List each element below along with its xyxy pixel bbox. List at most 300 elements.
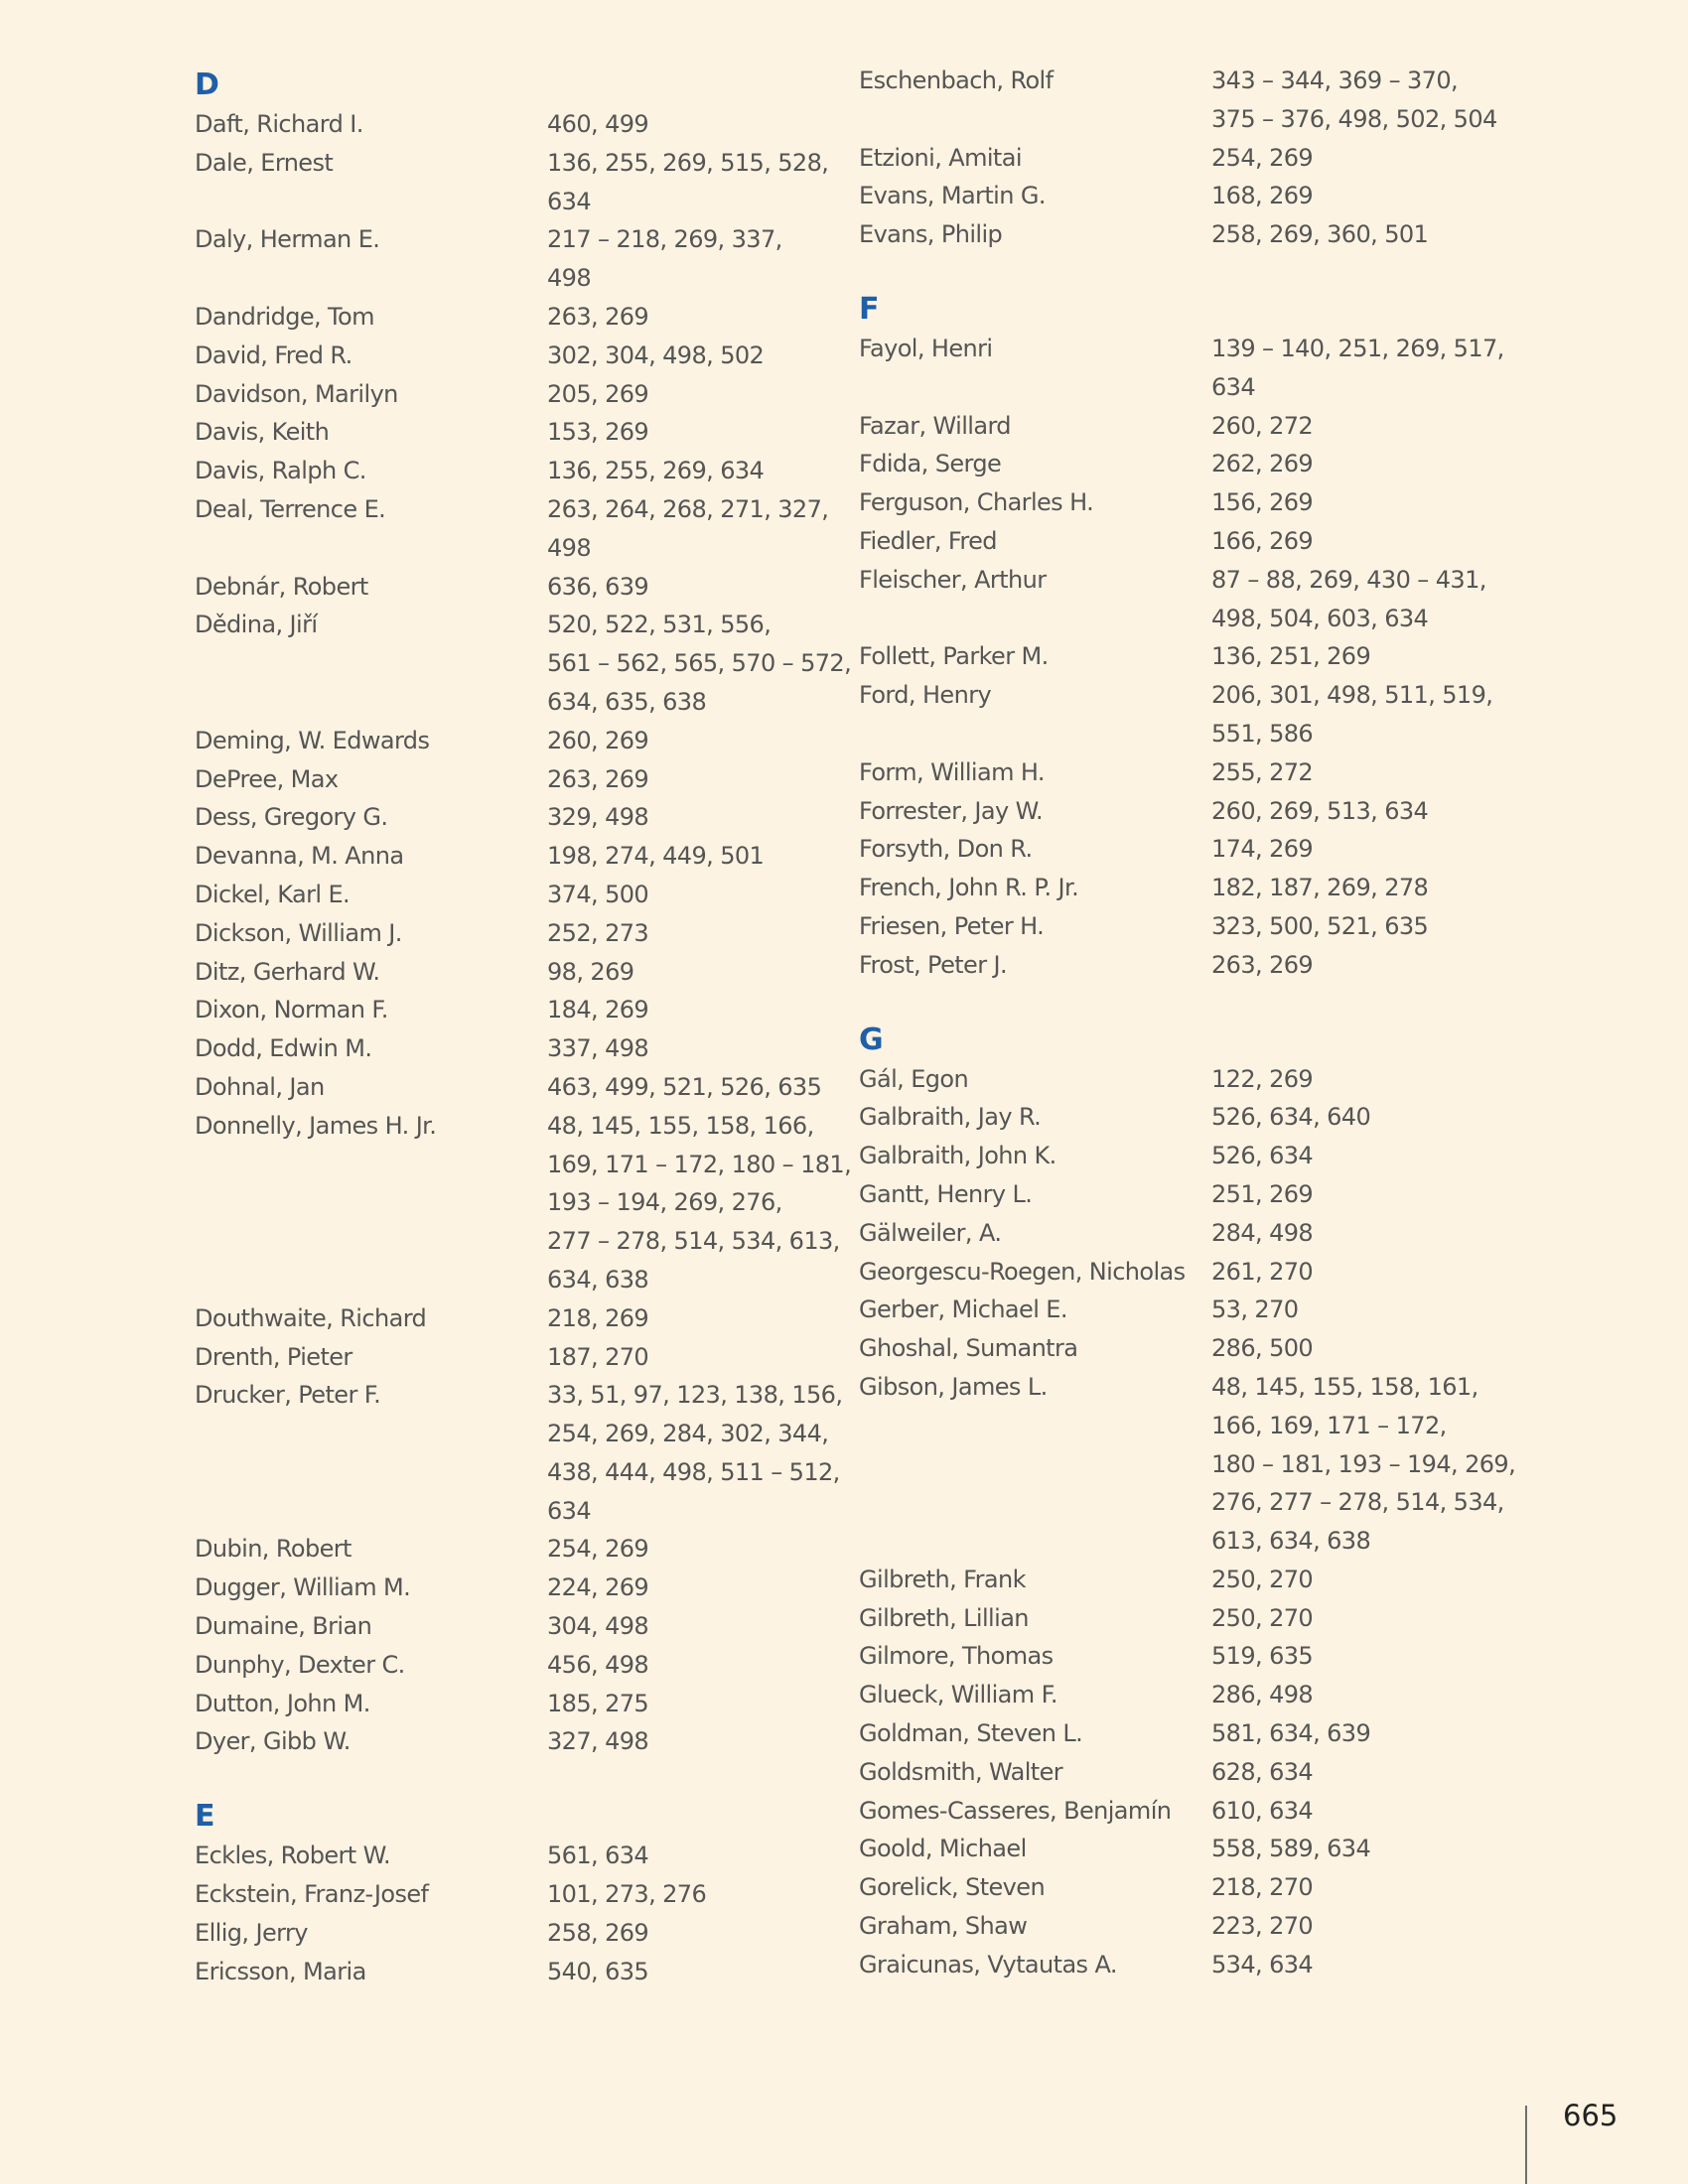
page-reference-line: 101, 273, 276 xyxy=(547,1880,707,1909)
page-reference-line: 263, 269 xyxy=(547,302,649,331)
page-reference-line: 136, 251, 269 xyxy=(1211,642,1371,671)
entry-name: Eckles, Robert W. xyxy=(195,1842,391,1870)
index-entry xyxy=(195,1338,850,1377)
page-reference-line: 168, 269 xyxy=(1211,182,1314,210)
entry-pages xyxy=(1211,753,1509,792)
page-reference-line: 184, 269 xyxy=(547,996,649,1024)
index-entry xyxy=(859,753,1514,792)
page-reference-line: 139 – 140, 251, 269, 517, xyxy=(1211,334,1504,362)
entry-name: Daft, Richard I. xyxy=(195,110,363,138)
page-reference-line: 198, 274, 449, 501 xyxy=(547,842,765,871)
entry-name: Ericsson, Maria xyxy=(195,1957,366,1985)
entry-pages xyxy=(1211,62,1509,139)
index-entry xyxy=(859,522,1514,561)
entry-pages xyxy=(1211,139,1509,178)
index-entry xyxy=(859,1561,1514,1599)
entry-pages xyxy=(1211,1946,1509,1984)
entry-pages xyxy=(1211,1291,1509,1329)
index-entry xyxy=(859,1098,1514,1137)
entry-pages xyxy=(1211,1329,1509,1368)
entry-name: Ferguson, Charles H. xyxy=(859,488,1094,517)
index-entry xyxy=(195,914,850,953)
page-reference-line: 327, 498 xyxy=(547,1727,649,1756)
entry-name: Gorelick, Steven xyxy=(859,1873,1046,1902)
page-reference-line: 463, 499, 521, 526, 635 xyxy=(547,1072,822,1101)
entry-pages xyxy=(547,1607,845,1646)
entry-name: Dale, Ernest xyxy=(195,148,334,177)
entry-pages xyxy=(1211,1907,1509,1946)
index-entry xyxy=(859,907,1514,946)
index-entry xyxy=(195,1376,850,1530)
entry-name: Gilbreth, Lillian xyxy=(859,1603,1029,1632)
index-entry xyxy=(859,869,1514,907)
entry-name: Follett, Parker M. xyxy=(859,642,1049,671)
page-reference-line: 540, 635 xyxy=(547,1957,649,1985)
entry-pages xyxy=(547,1530,845,1569)
entry-name: Dutton, John M. xyxy=(195,1689,370,1717)
index-entry xyxy=(859,62,1514,139)
entry-name: Fleischer, Arthur xyxy=(859,565,1047,594)
entry-name: Fayol, Henri xyxy=(859,334,993,362)
entry-pages xyxy=(1211,830,1509,869)
index-entry xyxy=(859,1907,1514,1946)
entry-pages xyxy=(1211,1137,1509,1175)
page-number: 665 xyxy=(1563,2099,1618,2132)
index-entry xyxy=(859,1753,1514,1792)
entry-pages xyxy=(1211,1214,1509,1253)
page-reference-line: 286, 500 xyxy=(1211,1334,1314,1363)
entry-name: Dubin, Robert xyxy=(195,1535,352,1564)
entry-name: Ghoshal, Sumantra xyxy=(859,1334,1078,1363)
index-entry xyxy=(195,298,850,337)
page-reference-line: 250, 270 xyxy=(1211,1565,1314,1593)
index-entry xyxy=(195,490,850,568)
entry-name: Deming, W. Edwards xyxy=(195,726,430,754)
index-entry xyxy=(195,337,850,375)
page-reference-line: 153, 269 xyxy=(547,418,649,447)
page-reference-line: 263, 269 xyxy=(1211,950,1314,979)
entry-pages xyxy=(547,413,845,452)
entry-name: Deal, Terrence E. xyxy=(195,494,386,523)
entry-pages xyxy=(547,568,845,607)
page-reference-line: 498 xyxy=(547,533,592,562)
entry-name: Donnelly, James H. Jr. xyxy=(195,1111,437,1140)
page-reference-line: 193 – 194, 269, 276, xyxy=(547,1188,782,1217)
index-entry xyxy=(195,375,850,414)
entry-name: Dohnal, Jan xyxy=(195,1072,325,1101)
entry-pages xyxy=(547,760,845,799)
page-reference-line: 166, 269 xyxy=(1211,526,1314,555)
entry-name: Fiedler, Fred xyxy=(859,526,997,555)
entry-pages xyxy=(1211,1599,1509,1638)
entry-name: Glueck, William F. xyxy=(859,1681,1057,1709)
page-reference-line: 260, 269 xyxy=(547,726,649,754)
entry-name: Gälweiler, A. xyxy=(859,1218,1002,1247)
index-entry xyxy=(195,1914,850,1953)
entry-name: Debnár, Robert xyxy=(195,572,368,601)
entry-pages xyxy=(1211,1830,1509,1868)
index-entry xyxy=(859,1868,1514,1907)
page-reference-line: 610, 634 xyxy=(1211,1796,1314,1825)
entry-pages xyxy=(1211,1868,1509,1907)
index-entry xyxy=(859,139,1514,178)
entry-name: Forrester, Jay W. xyxy=(859,796,1044,825)
page-reference-line: 302, 304, 498, 502 xyxy=(547,341,765,369)
entry-pages xyxy=(1211,177,1509,215)
index-entry xyxy=(859,407,1514,446)
index-entry xyxy=(195,1607,850,1646)
page-reference-line: 166, 169, 171 – 172, xyxy=(1211,1411,1447,1439)
entry-name: Drenth, Pieter xyxy=(195,1342,352,1371)
page-reference-line: 286, 498 xyxy=(1211,1681,1314,1709)
page-reference-line: 174, 269 xyxy=(1211,835,1314,864)
index-entry xyxy=(195,837,850,876)
page-reference-line: 254, 269 xyxy=(1211,143,1314,172)
entry-name: Graham, Shaw xyxy=(859,1912,1028,1941)
page-reference-line: 136, 255, 269, 515, 528, xyxy=(547,148,829,177)
index-entry xyxy=(859,445,1514,483)
page-reference-line: 613, 634, 638 xyxy=(1211,1527,1371,1556)
entry-pages xyxy=(1211,792,1509,831)
page-reference-line: 254, 269 xyxy=(547,1535,649,1564)
entry-pages xyxy=(1211,1637,1509,1676)
page-reference-line: 526, 634, 640 xyxy=(1211,1103,1371,1132)
entry-name: Dickson, William J. xyxy=(195,918,402,947)
page-reference-line: 498 xyxy=(547,264,592,293)
entry-name: Galbraith, John K. xyxy=(859,1142,1056,1170)
entry-pages xyxy=(547,1837,845,1875)
entry-name: Gilbreth, Frank xyxy=(859,1565,1026,1593)
page-reference-line: 284, 498 xyxy=(1211,1218,1314,1247)
entry-name: Dodd, Edwin M. xyxy=(195,1034,372,1063)
index-entry xyxy=(195,991,850,1029)
entry-name: Davis, Ralph C. xyxy=(195,457,366,485)
entry-pages xyxy=(1211,1098,1509,1137)
entry-pages xyxy=(547,1685,845,1723)
entry-name: Dugger, William M. xyxy=(195,1573,411,1602)
entry-name: Gomes-Casseres, Benjamín xyxy=(859,1796,1172,1825)
page-reference-line: 224, 269 xyxy=(547,1573,649,1602)
page-reference-line: 534, 634 xyxy=(1211,1950,1314,1979)
page-reference-line: 48, 145, 155, 158, 166, xyxy=(547,1111,814,1140)
entry-name: Dunphy, Dexter C. xyxy=(195,1650,405,1679)
page-reference-line: 180 – 181, 193 – 194, 269, xyxy=(1211,1449,1516,1478)
page-reference-line: 122, 269 xyxy=(1211,1064,1314,1093)
entry-name: Dědina, Jiří xyxy=(195,611,318,639)
index-entry xyxy=(195,105,850,144)
entry-name: Dandridge, Tom xyxy=(195,302,374,331)
page-reference-line: 218, 269 xyxy=(547,1303,649,1332)
page-reference-line: 260, 269, 513, 634 xyxy=(1211,796,1429,825)
index-entry xyxy=(195,568,850,607)
entry-name: Graicunas, Vytautas A. xyxy=(859,1950,1117,1979)
index-entry xyxy=(859,1291,1514,1329)
index-entry xyxy=(195,1646,850,1685)
page-reference-line: 254, 269, 284, 302, 344, xyxy=(547,1420,829,1448)
entry-pages xyxy=(547,298,845,337)
entry-pages xyxy=(547,337,845,375)
entry-name: Forsyth, Don R. xyxy=(859,835,1033,864)
page-reference-line: 258, 269, 360, 501 xyxy=(1211,220,1429,249)
index-entry xyxy=(859,946,1514,985)
index-entry xyxy=(859,676,1514,753)
entry-name: Ford, Henry xyxy=(859,681,992,710)
index-entry xyxy=(859,1214,1514,1253)
entry-pages xyxy=(547,105,845,144)
entry-name: Eckstein, Franz-Josef xyxy=(195,1880,429,1909)
entry-name: Davis, Keith xyxy=(195,418,330,447)
entry-pages xyxy=(547,991,845,1029)
page-reference-line: 329, 498 xyxy=(547,803,649,832)
index-entry xyxy=(195,798,850,837)
page-reference-line: 262, 269 xyxy=(1211,450,1314,478)
entry-name: Douthwaite, Richard xyxy=(195,1303,427,1332)
index-entry xyxy=(195,1569,850,1607)
index-entry xyxy=(859,1253,1514,1292)
index-entry xyxy=(195,760,850,799)
entry-name: DePree, Max xyxy=(195,764,339,793)
entry-name: Gál, Egon xyxy=(859,1064,969,1093)
index-entry xyxy=(195,606,850,721)
entry-pages xyxy=(547,220,845,298)
entry-name: Galbraith, Jay R. xyxy=(859,1103,1042,1132)
index-entry xyxy=(859,1329,1514,1368)
page-reference-line: 205, 269 xyxy=(547,379,649,408)
page-reference-line: 561 – 562, 565, 570 – 572, xyxy=(547,649,852,678)
section-letter-heading: D xyxy=(195,68,219,102)
entry-name: Frost, Peter J. xyxy=(859,950,1008,979)
entry-pages xyxy=(1211,1792,1509,1831)
entry-pages xyxy=(547,722,845,760)
entry-name: David, Fred R. xyxy=(195,341,352,369)
index-entry xyxy=(195,1685,850,1723)
page-reference-line: 53, 270 xyxy=(1211,1296,1299,1324)
index-entry xyxy=(195,1299,850,1338)
entry-name: Evans, Martin G. xyxy=(859,182,1046,210)
page-reference-line: 323, 500, 521, 635 xyxy=(1211,911,1429,940)
entry-name: Gantt, Henry L. xyxy=(859,1179,1033,1208)
index-entry xyxy=(859,1946,1514,1984)
page-reference-line: 87 – 88, 269, 430 – 431, xyxy=(1211,565,1486,594)
index-entry xyxy=(195,876,850,914)
page-reference-line: 261, 270 xyxy=(1211,1257,1314,1286)
entry-pages xyxy=(547,1107,852,1299)
section-letter-heading: F xyxy=(859,291,880,327)
entry-name: Goold, Michael xyxy=(859,1835,1027,1863)
entry-name: Dickel, Karl E. xyxy=(195,880,351,908)
page-reference-line: 277 – 278, 514, 534, 613, xyxy=(547,1227,840,1256)
page-reference-line: 636, 639 xyxy=(547,572,649,601)
entry-pages xyxy=(547,490,845,568)
page-reference-line: 156, 269 xyxy=(1211,488,1314,517)
page-reference-line: 252, 273 xyxy=(547,918,649,947)
entry-pages xyxy=(547,1338,845,1377)
index-entry xyxy=(859,830,1514,869)
page-reference-line: 374, 500 xyxy=(547,880,649,908)
entry-name: Etzioni, Amitai xyxy=(859,143,1022,172)
index-entry xyxy=(859,177,1514,215)
entry-pages xyxy=(1211,907,1509,946)
page-reference-line: 337, 498 xyxy=(547,1034,649,1063)
index-entry xyxy=(195,1875,850,1914)
index-entry xyxy=(859,1830,1514,1868)
entry-pages xyxy=(547,798,845,837)
entry-name: Davidson, Marilyn xyxy=(195,379,398,408)
index-column-left xyxy=(195,62,850,1990)
page-reference-line: 551, 586 xyxy=(1211,719,1314,748)
page-reference-line: 255, 272 xyxy=(1211,757,1314,786)
page-reference-line: 182, 187, 269, 278 xyxy=(1211,874,1429,902)
index-entry xyxy=(195,722,850,760)
page-reference-line: 498, 504, 603, 634 xyxy=(1211,604,1429,632)
entry-pages xyxy=(547,1299,845,1338)
page-reference-line: 460, 499 xyxy=(547,110,649,138)
entry-pages xyxy=(1211,1175,1509,1214)
entry-pages xyxy=(547,837,845,876)
section-letter-heading: E xyxy=(195,1799,215,1835)
entry-name: Gerber, Michael E. xyxy=(859,1296,1067,1324)
entry-pages xyxy=(547,1875,845,1914)
page-reference-line: 634 xyxy=(547,1496,592,1525)
page-reference-line: 206, 301, 498, 511, 519, xyxy=(1211,681,1493,710)
entry-pages xyxy=(1211,215,1509,254)
page-reference-line: 438, 444, 498, 511 – 512, xyxy=(547,1457,840,1486)
page-reference-line: 375 – 376, 498, 502, 504 xyxy=(1211,104,1497,133)
entry-name: Ditz, Gerhard W. xyxy=(195,957,380,986)
entry-pages xyxy=(547,375,845,414)
entry-pages xyxy=(547,1646,845,1685)
page-reference-line: 304, 498 xyxy=(547,1612,649,1641)
page-reference-line: 185, 275 xyxy=(547,1689,649,1717)
entry-pages xyxy=(1211,1676,1509,1714)
entry-name: Evans, Philip xyxy=(859,220,1003,249)
entry-name: Dess, Gregory G. xyxy=(195,803,388,832)
index-entry xyxy=(195,1029,850,1068)
index-entry xyxy=(195,144,850,221)
page-reference-line: 526, 634 xyxy=(1211,1142,1314,1170)
index-entry xyxy=(195,452,850,490)
index-entry xyxy=(859,215,1514,254)
entry-pages xyxy=(547,1068,845,1107)
entry-name: Georgescu-Roegen, Nicholas xyxy=(859,1257,1186,1286)
page-reference-line: 263, 269 xyxy=(547,764,649,793)
page-reference-line: 634 xyxy=(1211,372,1256,401)
entry-pages xyxy=(1211,946,1509,985)
page-reference-line: 263, 264, 268, 271, 327, xyxy=(547,494,829,523)
entry-pages xyxy=(547,1953,845,1991)
entry-pages xyxy=(1211,330,1509,407)
entry-name: Fdida, Serge xyxy=(859,450,1002,478)
entry-pages xyxy=(1211,869,1509,907)
page-reference-line: 187, 270 xyxy=(547,1342,649,1371)
entry-pages xyxy=(547,144,845,221)
entry-name: Goldman, Steven L. xyxy=(859,1719,1083,1748)
entry-pages xyxy=(547,452,845,490)
entry-pages xyxy=(1211,407,1509,446)
entry-pages xyxy=(1211,1368,1516,1561)
index-entry xyxy=(195,1530,850,1569)
entry-name: Daly, Herman E. xyxy=(195,225,380,254)
entry-name: Fazar, Willard xyxy=(859,411,1011,440)
index-entry xyxy=(195,1953,850,1991)
entry-pages xyxy=(1211,1253,1509,1292)
index-entry xyxy=(195,1837,850,1875)
page-reference-line: 634, 638 xyxy=(547,1265,649,1294)
entry-name: French, John R. P. Jr. xyxy=(859,874,1079,902)
index-entry xyxy=(859,1676,1514,1714)
page-reference-line: 169, 171 – 172, 180 – 181, xyxy=(547,1150,852,1178)
page-reference-line: 217 – 218, 269, 337, xyxy=(547,225,782,254)
index-entry xyxy=(859,1714,1514,1753)
index-entry xyxy=(195,220,850,298)
entry-name: Ellig, Jerry xyxy=(195,1918,308,1947)
index-entry xyxy=(859,1599,1514,1638)
entry-name: Dumaine, Brian xyxy=(195,1612,372,1641)
page-reference-line: 343 – 344, 369 – 370, xyxy=(1211,67,1459,94)
page-reference-line: 581, 634, 639 xyxy=(1211,1719,1371,1748)
entry-name: Devanna, M. Anna xyxy=(195,842,404,871)
entry-pages xyxy=(1211,1714,1509,1753)
index-entry xyxy=(859,1792,1514,1831)
footer-divider xyxy=(1525,2106,1527,2184)
entry-pages xyxy=(1211,561,1509,638)
index-entry xyxy=(859,1175,1514,1214)
index-entry xyxy=(859,1137,1514,1175)
index-entry xyxy=(195,413,850,452)
page-reference-line: 519, 635 xyxy=(1211,1642,1314,1671)
entry-pages xyxy=(1211,1753,1509,1792)
entry-pages xyxy=(547,1722,845,1761)
page-reference-line: 628, 634 xyxy=(1211,1757,1314,1786)
index-entry xyxy=(195,1107,850,1299)
entry-name: Dyer, Gibb W. xyxy=(195,1727,351,1756)
entry-pages xyxy=(547,606,852,721)
page-reference-line: 250, 270 xyxy=(1211,1603,1314,1632)
section-letter-heading: G xyxy=(859,1022,884,1057)
entry-pages xyxy=(547,876,845,914)
index-entry xyxy=(195,1068,850,1107)
index-entry xyxy=(195,953,850,992)
page-reference-line: 98, 269 xyxy=(547,957,634,986)
page-reference-line: 260, 272 xyxy=(1211,411,1314,440)
entry-name: Gilmore, Thomas xyxy=(859,1642,1054,1671)
index-entry xyxy=(859,637,1514,676)
page-reference-line: 520, 522, 531, 556, xyxy=(547,611,772,639)
entry-pages xyxy=(1211,676,1509,753)
page-reference-line: 561, 634 xyxy=(547,1842,649,1870)
index-entry xyxy=(859,792,1514,831)
page-reference-line: 218, 270 xyxy=(1211,1873,1314,1902)
entry-pages xyxy=(547,1376,845,1530)
entry-pages xyxy=(547,1029,845,1068)
entry-name: Gibson, James L. xyxy=(859,1372,1048,1401)
page-reference-line: 276, 277 – 278, 514, 534, xyxy=(1211,1488,1504,1517)
entry-pages xyxy=(1211,483,1509,522)
entry-pages xyxy=(1211,522,1509,561)
entry-pages xyxy=(1211,1561,1509,1599)
entry-pages xyxy=(547,1569,845,1607)
entry-name: Dixon, Norman F. xyxy=(195,996,388,1024)
index-entry xyxy=(859,330,1514,407)
entry-name: Drucker, Peter F. xyxy=(195,1381,381,1410)
page-reference-line: 251, 269 xyxy=(1211,1179,1314,1208)
entry-pages xyxy=(547,1914,845,1953)
page-reference-line: 634, 635, 638 xyxy=(547,687,707,716)
page-reference-line: 258, 269 xyxy=(547,1918,649,1947)
index-entry xyxy=(859,483,1514,522)
page-reference-line: 456, 498 xyxy=(547,1650,649,1679)
index-entry xyxy=(859,1637,1514,1676)
